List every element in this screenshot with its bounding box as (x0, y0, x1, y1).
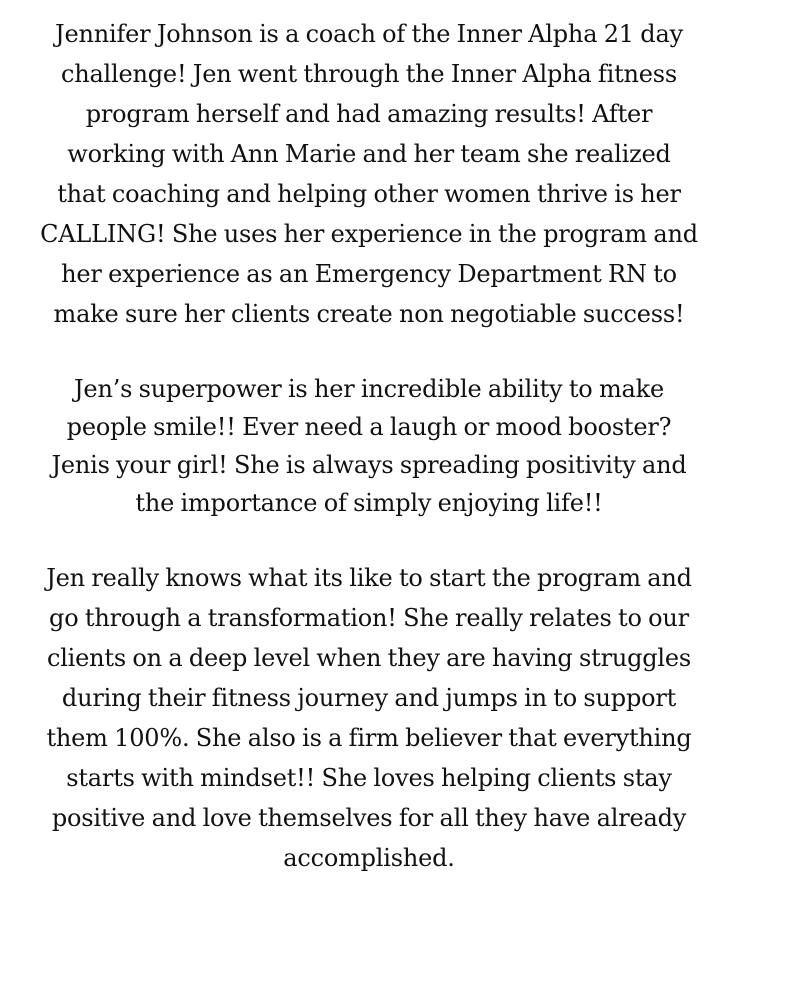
bio-paragraph-transformation: Jen really knows what its like to start the program and go through a transformation! She really relates to our clients on a deep level when they are having struggles during their fitness journey and jumps in to support them 100%. She also is a firm believer that everything starts with mindset!! She loves helping clients stay positive and love themselves for all they have already accomplished. (46, 564, 692, 872)
bio-paragraph-superpower: Jen’s superpower is her incredible ability to make people smile!! Ever need a laugh or mood booster? Jenis your girl! She is always spreading positivity and the importance of simply enjoying life!! (51, 375, 687, 517)
bio-paragraph-intro: Jennifer Johnson is a coach of the Inner Alpha 21 day challenge! Jen went through the Inner Alpha fitness program herself and had amazing results! After working with Ann Marie and her team she realized that coaching and helping other women thrive is her CALLING! She uses her experience in the program and her experience as an Emergency Department RN to make sure her clients create non negotiable success! (40, 20, 698, 328)
coach-bio (40, 14, 698, 878)
